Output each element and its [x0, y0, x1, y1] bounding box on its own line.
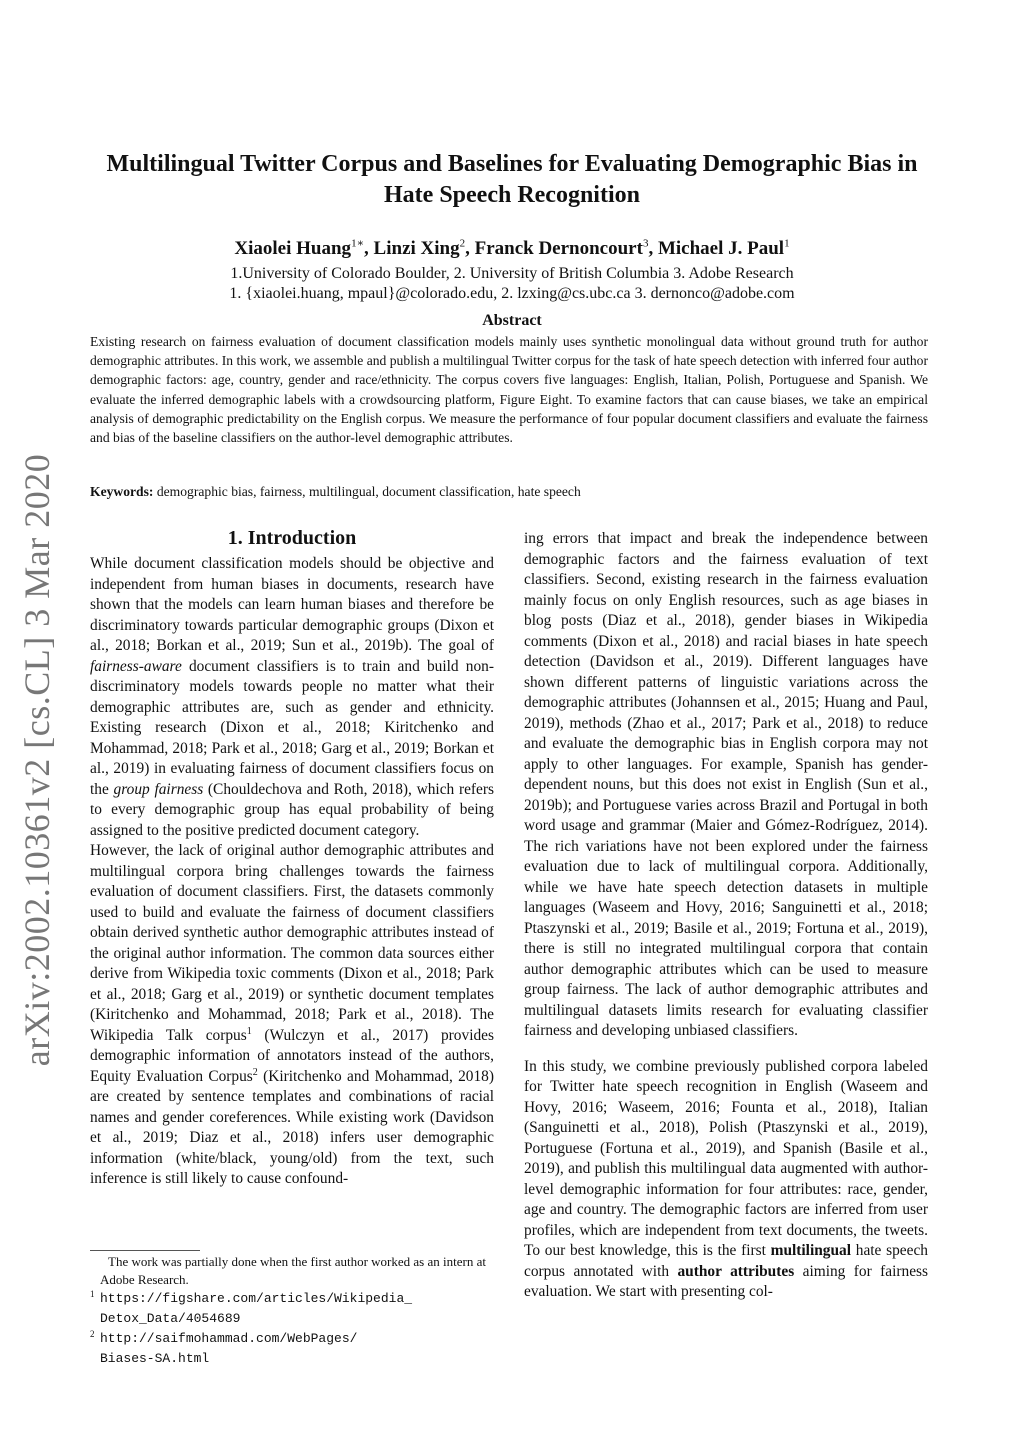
- footnote: [90, 1329, 500, 1369]
- keywords-text: demographic bias, fairness, multilingual, document classification, hate speech: [156, 484, 581, 499]
- author-name: Franck Dernoncourt: [474, 238, 643, 259]
- footnotes: [90, 1253, 500, 1369]
- paragraph: [524, 1057, 928, 1303]
- text-run: In this study, we combine previously published corpora labeled for Twitter hate speech recognition in English (Waseem and Hovy, 2016; Waseem, 2016; Founta et al., 2018), Italian (Sanguinetti et al., 2018), Polish (Ptaszynski et al., 2019), Portuguese (Fortuna et al., 2019), and Spanish (Basile et al., 2019), and publish this multilingual data augmented with author-level demographic information for four attributes: race, gender, age and country. The demographic factors are inferred from user profiles, which are independent from text documents, the tweets. To our best knowledge, this is the first: [524, 1057, 928, 1259]
- footnote: [90, 1289, 500, 1329]
- author-mark: 3: [642, 237, 649, 250]
- footnote-url[interactable]: [100, 1331, 357, 1366]
- arxiv-id: arXiv:2002.10361v2 [cs.CL] 3 Mar 2020: [17, 453, 57, 1067]
- text-run-bold: author attributes: [677, 1262, 795, 1280]
- text-run: (Wulczyn et al., 2017) provides demographic information of annotators instead of the authors, Equity Evaluation Corpus: [90, 1026, 494, 1085]
- left-column: [90, 554, 494, 1190]
- author-mark: 1: [784, 237, 790, 250]
- footnote-divider: [90, 1250, 200, 1251]
- footnote-url[interactable]: [100, 1291, 412, 1326]
- right-column: [524, 529, 928, 1303]
- abstract-text: Existing research on fairness evaluation of document classification models mainly uses synthetic monolingual data without ground truth for author demographic attributes. In this work, we assemble and publish a multilingual Twitter corpus for the task of hate speech detection with inferred four author demographic factors: age, country, gender and race/ethnicity. The corpus covers five languages: English, Italian, Polish, Portuguese and Spanish. We evaluate the inferred demographic labels with a crowdsourcing platform, Figure Eight. To examine factors that can cause biases, we take an empirical analysis of demographic predictability on the English corpus. We measure the performance of four popular document classifiers and evaluate the fairness and bias of the baseline classifiers on the author-level demographic attributes.: [90, 334, 928, 446]
- affiliations-block: [80, 264, 944, 304]
- url-line[interactable]: https://figshare.com/articles/Wikipedia_: [100, 1291, 413, 1306]
- author-mark: 2: [459, 237, 466, 250]
- text-run: However, the lack of original author demographic attributes and multilingual corpora bring challenges towards the fairness evaluation of document classifiers. First, the datasets commonly used to build and evaluate the fairness of document classifiers obtain derived synthetic author demographic attributes instead of the original author information. The common data sources either derive from Wikipedia toxic comments (Dixon et al., 2018; Park et al., 2018; Garg et al., 2019) or synthetic document templates (Kiritchenko and Mohammad, 2018; Park et al., 2018). The Wikipedia Talk corpus: [90, 842, 494, 1044]
- text-run-italic: fairness-aware: [90, 657, 182, 675]
- paragraph: [90, 554, 494, 841]
- author-name: Linzi Xing: [373, 238, 460, 259]
- text-run: (Chouldechova and Roth, 2018), which refers to every demographic group has equal probability of being assigned to the positive predicted document category.: [90, 780, 494, 839]
- text-run: While document classification models should be objective and independent from human biases in documents, research have shown that the models can learn human biases and therefore be discriminatory towards particular demographic groups (Dixon et al., 2018; Borkan et al., 2019; Sun et al., 2019b). The goal of: [90, 555, 494, 654]
- text-run-italic: group fairness: [113, 780, 204, 798]
- author-name: Michael J. Paul: [657, 238, 785, 259]
- section-heading: 1. Introduction: [227, 527, 357, 549]
- author-name: Xiaolei Huang: [234, 238, 352, 259]
- footnote-mark: 2: [90, 1329, 95, 1339]
- author-list: Xiaolei Huang$^{1∗}$, Linzi Xing$^2$, Franck Dernoncourt$^3$, Michael J. Paul$^1$: [234, 237, 790, 259]
- footnote-ref: 1: [246, 1025, 252, 1037]
- text-run: document classifiers is to train and build non-discriminatory models towards people no matter what their demographic attributes are, such as gender and ethnicity. Existing research (Dixon et al., 2018; Kiritchenko and Mohammad, 2018; Park et al., 2018; Garg et al., 2019; Borkan et al., 2019) in evaluating fairness of document classifiers focus on the: [90, 657, 494, 798]
- text-run: aiming for fairness evaluation. We start with presenting col-: [524, 1262, 929, 1300]
- url-line[interactable]: Detox_Data/4054689: [100, 1311, 241, 1326]
- paragraph: ing errors that impact and break the independence between demographic factors and the fairness evaluation of text classifiers. Second, existing research in the fairness evaluation mainly focus on only English resources, such as age biases in blog posts (Diaz et al., 2018), gender biases in Wikipedia comments (Dixon et al., 2018) and racial biases in hate speech detection (Davidson et al., 2019). Different languages have shown different patterns of linguistic variations across the demographic attributes (Johannsen et al., 2015; Huang and Paul, 2019), methods (Zhao et al., 2017; Park et al., 2018) to reduce and evaluate the demographic bias in English corpora may not apply to other languages. For example, Spanish has gender-dependent nouns, but this does not exist in English (Sun et al., 2019b); and Portuguese varies across Brazil and Portugal in both word usage and grammar (Maier and Gómez-Rodríguez, 2014). The rich variations have not been explored under the fairness evaluation due to lack of multilingual corpora. Additionally, while we have hate speech detection datasets in multiple languages (Waseem and Hovy, 2016; Sanguinetti et al., 2018; Ptaszynski et al., 2019; Basile et al., 2019; Fortuna et al., 2019), there is still no integrated multilingual corpora that contain author demographic attributes which can be used to measure group fairness. The lack of author demographic attributes and multilingual datasets limits research for evaluating classifier fairness and developing unbiased classifiers.: [524, 530, 928, 1039]
- author-mark: 1∗: [351, 237, 365, 250]
- footnote: The work was partially done when the first author worked as an intern at Adobe Research.: [100, 1254, 486, 1287]
- text-run: (Kiritchenko and Mohammad, 2018) are created by sentence templates and combinations of racial names and gender coreferences. While existing work (Davidson et al., 2019; Diaz et al., 2018) infers user demographic information (white/black, young/old) from the text, such inference is still likely to cause confound-: [90, 1067, 494, 1187]
- paper-title: Multilingual Twitter Corpus and Baselines for Evaluating Demographic Bias in Hate Speech Recognition: [106, 151, 918, 208]
- url-line[interactable]: http://saifmohammad.com/WebPages/: [100, 1331, 358, 1346]
- abstract-heading: Abstract: [482, 312, 542, 329]
- emails: 1. {xiaolei.huang, mpaul}@colorado.edu, 2. lzxing@cs.ubc.ca 3. dernonco@adobe.com: [229, 285, 795, 302]
- paragraph: [90, 841, 494, 1190]
- footnote-mark: 1: [90, 1289, 95, 1299]
- keywords: [90, 484, 928, 500]
- text-run: hate speech corpus annotated with: [524, 1242, 928, 1280]
- affiliations: 1.University of Colorado Boulder, 2. University of British Columbia 3. Adobe Research: [230, 265, 794, 282]
- footnote-ref: 2: [252, 1066, 258, 1078]
- keywords-label: Keywords:: [90, 484, 154, 499]
- url-line[interactable]: Biases-SA.html: [100, 1351, 210, 1366]
- text-run-bold: multilingual: [770, 1242, 852, 1259]
- arxiv-stamp: [6, 453, 68, 1067]
